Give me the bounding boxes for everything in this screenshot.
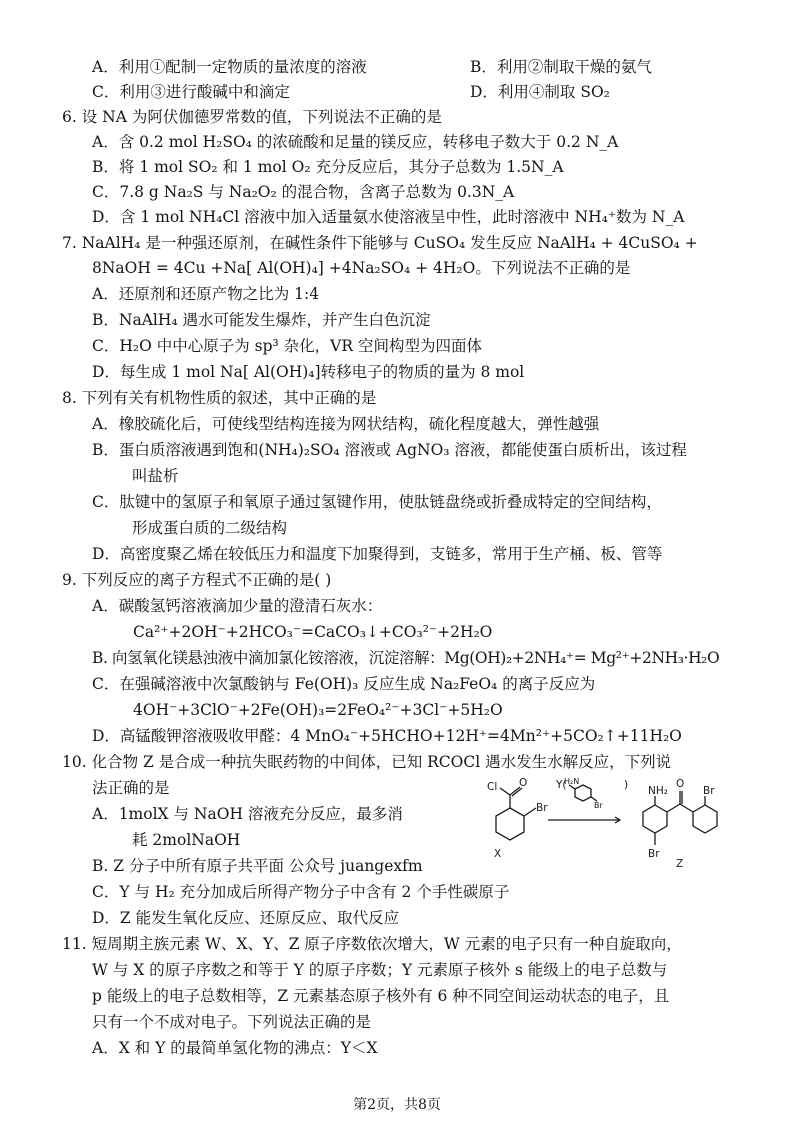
option-8d: D．高密度聚乙烯在较低压力和温度下加聚得到，支链多，常用于生产桶、板、管等 xyxy=(92,545,663,563)
label-o-x: O xyxy=(519,777,528,789)
option-5b: B．利用②制取干燥的氨气 xyxy=(470,58,652,76)
label-br-z-top: Br xyxy=(703,785,715,797)
question-10-stem-cont: 法正确的是 xyxy=(92,779,170,797)
option-10d: D．Z 能发生氧化反应、还原反应、取代反应 xyxy=(92,909,400,927)
option-8b-cont: 叫盐析 xyxy=(132,467,179,485)
label-nh2-z: NH₂ xyxy=(648,785,668,797)
option-7d: D．每生成 1 mol Na[ Al(OH)₄]转移电子的物质的量为 8 mol xyxy=(92,363,525,381)
option-6b: B．将 1 mol SO₂ 和 1 mol O₂ 充分反应后，其分子总数为 1.5N_A xyxy=(92,158,564,176)
option-9d: D．高锰酸钾溶液吸收甲醛：4 MnO₄⁻+5HCHO+12H⁺=4Mn²⁺+5CO₂↑+11H₂O xyxy=(92,727,682,745)
option-5a: A．利用①配制一定物质的量浓度的溶液 xyxy=(92,58,367,76)
question-11-stem-cont-2: p 能级上的电子总数相等，Z 元素基态原子核外有 6 种不同空间运动状态的电子，且 xyxy=(92,987,670,1005)
option-8c: C．肽键中的氢原子和氧原子通过氢键作用，使肽链盘绕或折叠成特定的空间结构， xyxy=(92,493,662,511)
option-6d: D．含 1 mol NH₄Cl 溶液中加入适量氨水使溶液呈中性，此时溶液中 NH₄⁺数为 N_A xyxy=(92,208,685,226)
option-9b: B. 向氢氧化镁悬浊液中滴加氯化铵溶液，沉淀溶解：Mg(OH)₂+2NH₄⁺= Mg²⁺+2NH₃·H₂O xyxy=(92,649,720,667)
question-11-stem: 11. 短周期主族元素 W、X、Y、Z 原子序数依次增大，W 元素的电子只有一种自旋取向， xyxy=(62,935,682,953)
option-9a: A．碳酸氢钙溶液滴加少量的澄清石灰水： xyxy=(92,597,383,615)
option-10a-cont: 耗 2molNaOH xyxy=(132,831,241,849)
option-7c: C．H₂O 中中心原子为 sp³ 杂化，VR 空间构型为四面体 xyxy=(92,337,482,355)
option-10b: B. Z 分子中所有原子共平面 公众号 juangexfm xyxy=(92,857,423,875)
option-9a-equation: Ca²⁺+2OH⁻+2HCO₃⁻=CaCO₃↓+CO₃²⁻+2H₂O xyxy=(133,623,493,641)
question-11-stem-cont-3: 只有一个不成对电子。下列说法正确的是 xyxy=(92,1013,372,1031)
question-7-stem-cont: 8NaOH = 4Cu +Na[ Al(OH)₄] +4Na₂SO₄ + 4H₂O。下列说法不正确的是 xyxy=(92,259,631,277)
question-9-stem: 9. 下列反应的离子方程式不正确的是( ) xyxy=(62,571,332,589)
label-o-z: O xyxy=(676,778,685,790)
option-11a: A．X 和 Y 的最简单氢化物的沸点：Y＜X xyxy=(92,1039,378,1057)
option-8c-cont: 形成蛋白质的二级结构 xyxy=(132,519,288,537)
option-6a: A．含 0.2 mol H₂SO₄ 的浓硫酸和足量的镁反应，转移电子数大于 0.2 N_A xyxy=(92,133,619,151)
label-br-y: Br xyxy=(594,801,603,810)
label-br-x: Br xyxy=(536,802,548,814)
label-y: Y( xyxy=(556,779,567,791)
option-5c: C．利用③进行酸碱中和滴定 xyxy=(92,83,290,101)
option-9c: C．在强碱溶液中次氯酸钠与 Fe(OH)₃ 反应生成 Na₂FeO₄ 的离子反应为 xyxy=(92,675,596,693)
question-10-stem: 10. 化合物 Z 是合成一种抗失眠药物的中间体，已知 RCOCl 遇水发生水解反应，下列说 xyxy=(62,753,672,771)
option-10a: A．1molX 与 NaOH 溶液充分反应，最多消 xyxy=(92,805,403,823)
molecule-x xyxy=(496,787,536,840)
label-z: Z xyxy=(676,858,684,870)
question-8-stem: 8. 下列有关有机物性质的叙述，其中正确的是 xyxy=(62,389,377,407)
option-7b: B．NaAlH₄ 遇水可能发生爆炸，并产生白色沉淀 xyxy=(92,311,431,329)
reaction-scheme-figure xyxy=(470,775,760,875)
label-h2n-y: H₂N xyxy=(564,777,580,786)
molecule-y xyxy=(569,785,597,801)
label-br-z-bottom: Br xyxy=(648,848,660,860)
option-7a: A．还原剂和还原产物之比为 1:4 xyxy=(92,285,320,303)
option-6c: C．7.8 g Na₂S 与 Na₂O₂ 的混合物，含离子总数为 0.3N_A xyxy=(92,183,515,201)
page-footer: 第2页，共8页 xyxy=(353,1097,441,1113)
question-6-stem: 6. 设 NA 为阿伏伽德罗常数的值，下列说法不正确的是 xyxy=(62,108,442,126)
label-cl: Cl xyxy=(487,781,498,793)
option-8a: A．橡胶硫化后，可使线型结构连接为网状结构，硫化程度越大，弹性越强 xyxy=(92,415,600,433)
option-9c-equation: 4OH⁻+3ClO⁻+2Fe(OH)₃=2FeO₄²⁻+3Cl⁻+5H₂O xyxy=(133,701,503,719)
option-5d: D．利用④制取 SO₂ xyxy=(470,83,610,101)
question-7-stem: 7. NaAlH₄ 是一种强还原剂，在碱性条件下能够与 CuSO₄ 发生反应 NaAlH₄ + 4CuSO₄ + xyxy=(62,234,698,252)
molecule-z xyxy=(643,791,717,845)
option-8b: B．蛋白质溶液遇到饱和(NH₄)₂SO₄ 溶液或 AgNO₃ 溶液，都能使蛋白质析出，该过程 xyxy=(92,441,687,459)
option-10c: C．Y 与 H₂ 充分加成后所得产物分子中含有 2 个手性碳原子 xyxy=(92,883,510,901)
label-x: X xyxy=(494,848,502,860)
label-close-paren: ) xyxy=(624,779,629,791)
question-11-stem-cont-1: W 与 X 的原子序数之和等于 Y 的原子序数；Y 元素原子核外 s 能级上的电子总数与 xyxy=(92,961,668,979)
